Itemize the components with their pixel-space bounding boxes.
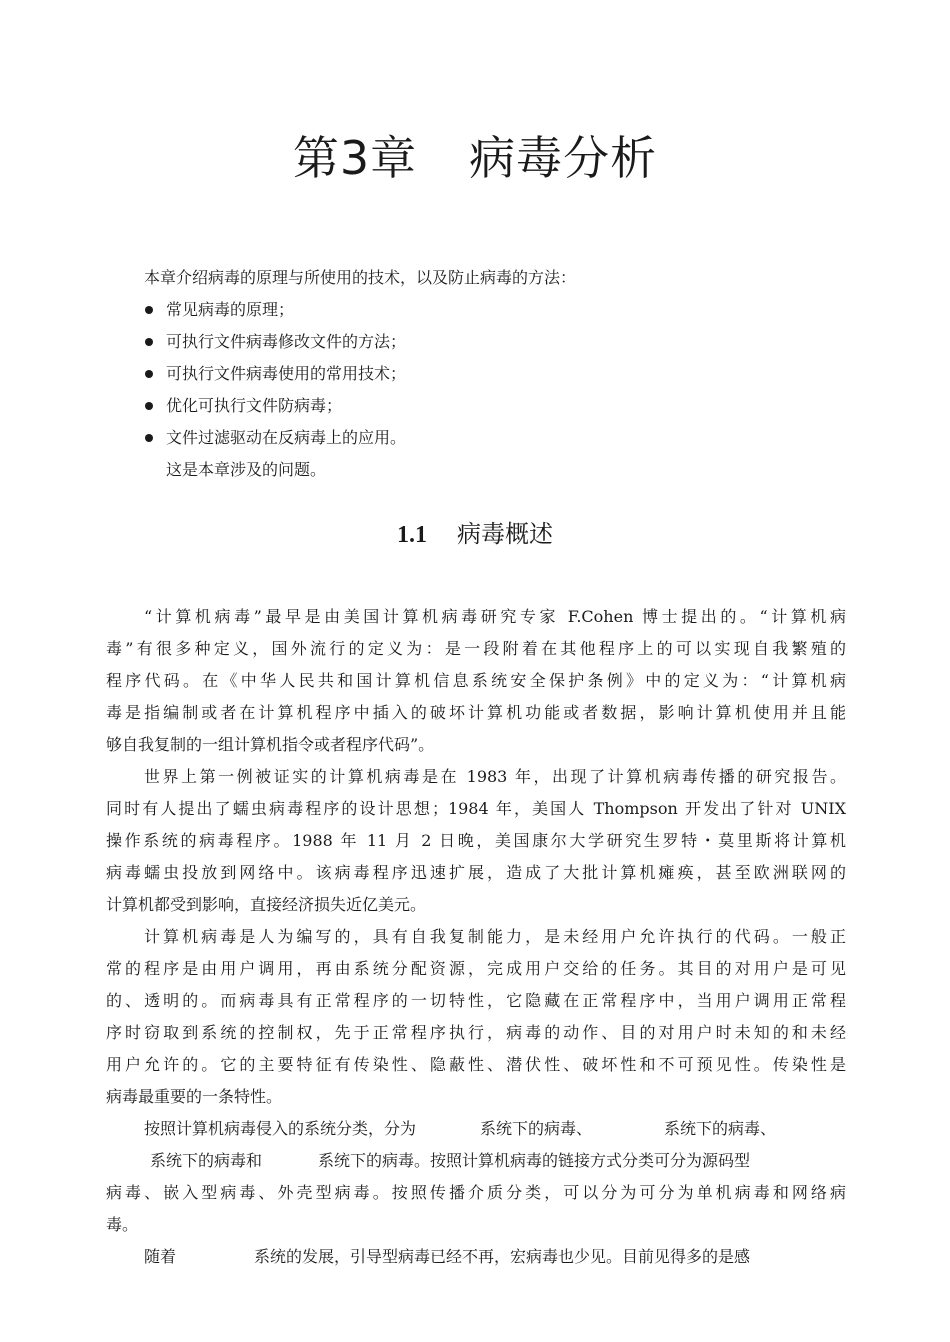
paragraph-1 xyxy=(106,601,846,761)
intro-bullet: 优化可执行文件防病毒； xyxy=(144,390,864,422)
paragraph-line: 够自我复制的一组计算机指令或者程序代码”。 xyxy=(106,735,435,754)
paragraph-line: 毒”有很多种定义，国外流行的定义为：是一段附着在其他程序上的可以实现自我繁殖的 xyxy=(106,639,846,658)
paragraph-line: 病毒、嵌入型病毒、外壳型病毒。按照传播介质分类，可以分为可分为单机病毒和网络病 xyxy=(106,1183,846,1202)
section-title xyxy=(0,514,950,555)
intro-bullet: 可执行文件病毒修改文件的方法； xyxy=(144,326,864,358)
paragraph-line: 的、透明的。而病毒具有正常程序的一切特性，它隐藏在正常程序中，当用户调用正常程 xyxy=(106,991,846,1010)
paragraph-line: 按照计算机病毒侵入的系统分类，分为 系统下的病毒、 系统下的病毒、 xyxy=(144,1119,777,1138)
paragraph-line: 操作系统的病毒程序。1988 年 11 月 2 日晚，美国康尔大学研究生罗特・莫里斯将计算机 xyxy=(106,831,846,850)
intro-tail: 这是本章涉及的问题。 xyxy=(166,460,327,479)
paragraph-line: 常的程序是由用户调用，再由系统分配资源，完成用户交给的任务。其目的对用户是可见 xyxy=(106,959,846,978)
section-number: 1.1 xyxy=(397,522,427,548)
bullet-dot-icon xyxy=(145,434,153,442)
chapter-number: 第3章 xyxy=(292,131,418,185)
paragraph-4 xyxy=(106,1113,846,1241)
chapter-name: 病毒分析 xyxy=(469,131,658,185)
paragraph-line: 毒。 xyxy=(106,1215,139,1234)
paragraph-5 xyxy=(106,1241,846,1273)
paragraph-line: 病毒蠕虫投放到网络中。该病毒程序迅速扩展，造成了大批计算机瘫痪，甚至欧洲联网的 xyxy=(106,863,846,882)
bullet-dot-icon xyxy=(145,338,153,346)
bullet-dot-icon xyxy=(145,370,153,378)
paragraph-line: 同时有人提出了蠕虫病毒程序的设计思想；1984 年，美国人 Thompson 开发出了针对 UNIX xyxy=(106,799,846,818)
paragraph-line: 系统下的病毒和 系统下的病毒。按照计算机病毒的链接方式分类可分为源码型 xyxy=(150,1151,751,1170)
paragraph-line: “计算机病毒”最早是由美国计算机病毒研究专家 F.Cohen 博士提出的。“计算机病 xyxy=(144,607,846,626)
intro-bullet: 可执行文件病毒使用的常用技术； xyxy=(144,358,864,390)
paragraph-2 xyxy=(106,761,846,921)
paragraph-line: 世界上第一例被证实的计算机病毒是在 1983 年，出现了计算机病毒传播的研究报告。 xyxy=(144,767,846,786)
intro-bullet: 文件过滤驱动在反病毒上的应用。 xyxy=(144,422,864,454)
bullet-dot-icon xyxy=(145,306,153,314)
paragraph-line: 计算机都受到影响，直接经济损失近亿美元。 xyxy=(106,895,427,914)
paragraph-line: 毒是指编制或者在计算机程序中插入的破坏计算机功能或者数据，影响计算机使用并且能 xyxy=(106,703,846,722)
intro-lead: 本章介绍病毒的原理与所使用的技术，以及防止病毒的方法： xyxy=(144,268,577,287)
paragraph-line: 序时窃取到系统的控制权，先于正常程序执行，病毒的动作、目的对用户时未知的和未经 xyxy=(106,1023,846,1042)
paragraph-line: 病毒最重要的一条特性。 xyxy=(106,1087,283,1106)
paragraph-3 xyxy=(106,921,846,1113)
chapter-title xyxy=(0,128,950,188)
paragraph-line: 计算机病毒是人为编写的，具有自我复制能力，是未经用户允许执行的代码。一般正 xyxy=(144,927,846,946)
intro-bullet-list xyxy=(144,294,864,454)
chapter-intro xyxy=(144,262,864,486)
paragraph-line: 程序代码。在《中华人民共和国计算机信息系统安全保护条例》中的定义为：“计算机病 xyxy=(106,671,846,690)
paragraph-line: 随着 系统的发展，引导型病毒已经不再，宏病毒也少见。目前见得多的是感 xyxy=(144,1247,751,1266)
section-name: 病毒概述 xyxy=(457,520,553,548)
bullet-dot-icon xyxy=(145,402,153,410)
paragraph-line: 用户允许的。它的主要特征有传染性、隐蔽性、潜伏性、破坏性和不可预见性。传染性是 xyxy=(106,1055,846,1074)
section-body xyxy=(106,601,846,1273)
intro-bullet: 常见病毒的原理； xyxy=(144,294,864,326)
